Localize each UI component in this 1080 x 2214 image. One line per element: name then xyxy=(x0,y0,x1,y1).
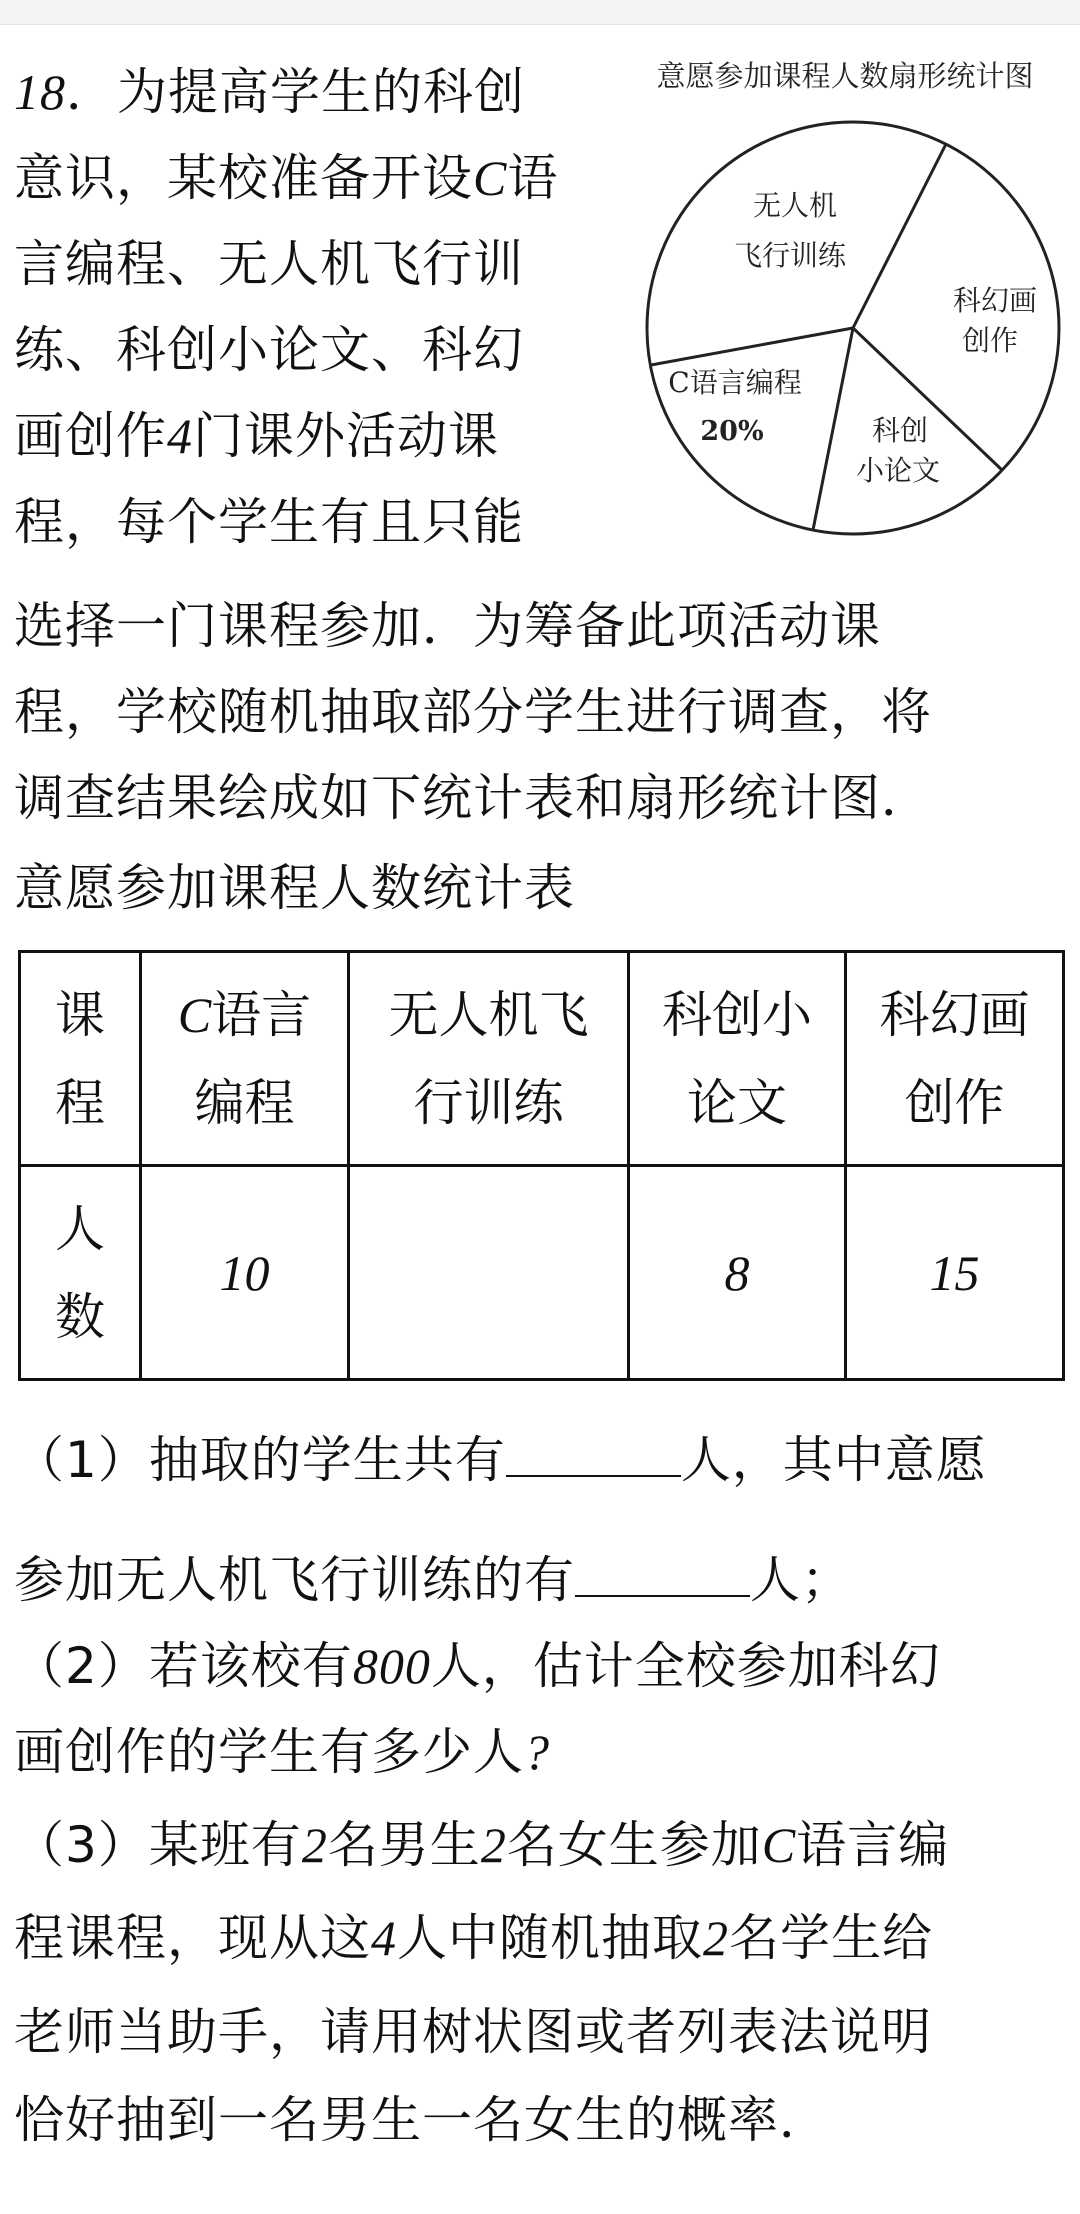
count-drone xyxy=(349,1166,629,1380)
problem-line-5: 画创作4门课外活动课 xyxy=(14,407,499,465)
slice-label-essay-2: 小论文 xyxy=(855,454,941,487)
question-3-line-4: 恰好抽到一名男生一名女生的概率． xyxy=(14,2091,830,2149)
question-3-line-2: 程课程，现从这4人中随机抽取2名学生给 xyxy=(14,1909,933,1967)
count-c-language: 10 xyxy=(141,1166,349,1380)
problem-number: 18 xyxy=(14,64,66,120)
slice-label-scifi-1: 科幻画 xyxy=(952,284,1038,317)
slice-label-c-percent: 20% xyxy=(700,416,764,447)
table-title: 意愿参加课程人数统计表 xyxy=(14,859,575,917)
course-scifi-art: 科幻画 创作 xyxy=(846,952,1064,1166)
slice-label-c-1: C语言编程 xyxy=(668,366,802,399)
course-c-language: C语言 编程 xyxy=(141,952,349,1166)
course-drone: 无人机飞 行训练 xyxy=(349,952,629,1166)
problem-line-6: 程，每个学生有且只能 xyxy=(14,493,524,551)
table-row-count xyxy=(20,1166,1064,1380)
course-essay: 科创小 论文 xyxy=(629,952,846,1166)
table-row-course xyxy=(20,952,1064,1166)
count-scifi-art: 15 xyxy=(846,1166,1064,1380)
problem-line-9: 调查结果绘成如下统计表和扇形统计图． xyxy=(14,769,932,827)
pie-title: 意愿参加课程人数扇形统计图 xyxy=(656,59,1034,93)
top-bar xyxy=(0,0,1080,25)
problem-line-2: 意识，某校准备开设C语 xyxy=(14,149,559,207)
pie-svg xyxy=(620,50,1070,550)
problem-line-7: 选择一门课程参加．为筹备此项活动课 xyxy=(14,597,881,655)
question-2-line-2: 画创作的学生有多少人? xyxy=(14,1723,550,1781)
pie-chart xyxy=(620,50,1070,550)
answer-blank-drone xyxy=(575,1551,750,1597)
question-1-line-2: 参加无人机飞行训练的有 人； xyxy=(14,1551,852,1609)
problem-line-3: 言编程、无人机飞行训 xyxy=(14,235,524,293)
problem-line-1: 18．为提高学生的科创 xyxy=(14,63,525,121)
problem-line-8: 程，学校随机抽取部分学生进行调查，将 xyxy=(14,683,932,741)
header-count: 人 数 xyxy=(20,1166,141,1380)
header-course: 课 程 xyxy=(20,952,141,1166)
question-3-line-3: 老师当助手，请用树状图或者列表法说明 xyxy=(14,2003,932,2061)
count-essay: 8 xyxy=(629,1166,846,1380)
slice-label-drone-2: 飞行训练 xyxy=(733,239,847,272)
slice-label-essay-1: 科创 xyxy=(871,414,929,447)
problem-line-4: 练、科创小论文、科幻 xyxy=(14,321,524,379)
question-2-line-1: （2）若该校有800人，估计全校参加科幻 xyxy=(14,1637,941,1695)
answer-blank-total xyxy=(506,1431,681,1477)
question-1-line-1: （1）抽取的学生共有 人，其中意愿 xyxy=(14,1431,987,1489)
question-3-line-1: （3）某班有2名男生2名女生参加C语言编 xyxy=(14,1816,950,1874)
slice-label-drone-1: 无人机 xyxy=(752,189,838,222)
slice-label-scifi-2: 创作 xyxy=(961,324,1019,357)
stats-table xyxy=(18,950,1065,1381)
